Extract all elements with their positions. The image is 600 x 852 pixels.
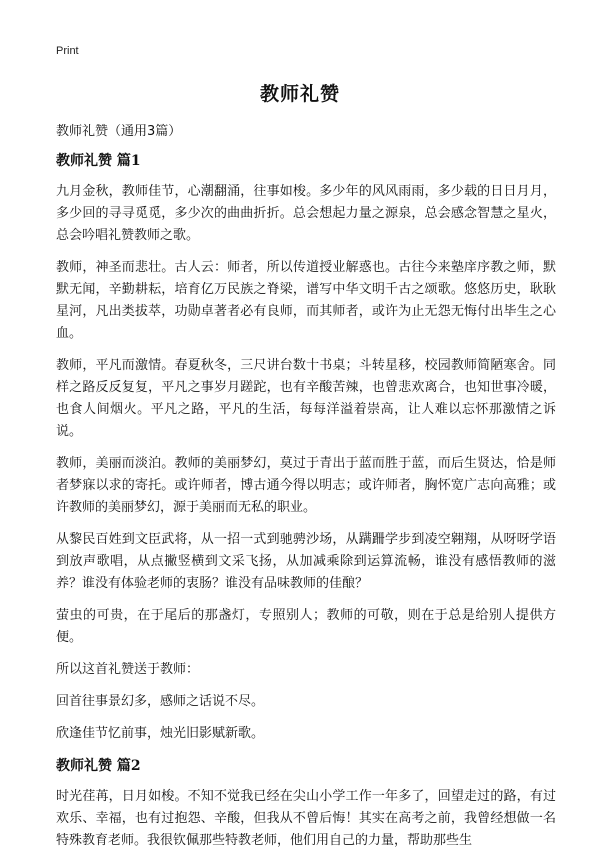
print-link[interactable]: Print xyxy=(56,45,79,57)
paragraph: 九月金秋，教师佳节，心潮翻涌，往事如梭。多少年的风风雨雨，多少载的日日月月，多少回的寻寻觅觅，多少次的曲曲折折。总会想起力量之源泉，总会感念智慧之星火，总会吟唱礼赞教师之歌。 xyxy=(56,184,556,243)
paragraph: 从黎民百姓到文臣武将，从一招一式到驰骋沙场，从蹒跚学步到凌空翱翔，从呀呀学语到放声歌唱，从点撇竖横到文采飞扬，从加减乘除到运算流畅，谁没有感悟教师的滋养？谁没有体验老师的衷肠？谁没有品味教师的佳酿？ xyxy=(56,532,556,591)
section-heading-1: 教师礼赞 篇1 xyxy=(56,153,141,169)
section-heading-2: 教师礼赞 篇2 xyxy=(56,758,141,774)
document-body xyxy=(56,122,556,852)
document-title: 教师礼赞 xyxy=(259,83,340,105)
paragraph: 萤虫的可贵，在于尾后的那盏灯，专照别人；教师的可敬，则在于总是给别人提供方便。 xyxy=(56,608,556,645)
paragraph: 欣逢佳节忆前事，烛光旧影赋新歌。 xyxy=(56,726,265,741)
paragraph: 教师，神圣而悲壮。古人云：师者，所以传道授业解惑也。古往今来塾庠序教之师，默默无闻，辛勤耕耘，培育亿万民族之脊梁，谱写中华文明千古之颂歌。悠悠历史，耿耿星河，凡出类拔萃，功勋卓著者必有良师，而其师者，或许为止无怨无悔付出毕生之心血。 xyxy=(56,260,556,341)
paragraph: 时光荏苒，日月如梭。不知不觉我已经在尖山小学工作一年多了，回望走过的路，有过欢乐、幸福，也有过抱怨、辛酸，但我从不曾后悔！其实在高考之前，我曾经想做一名特殊教育老师。我很钦佩那些特教老师，他们用自己的力量，帮助那些生 xyxy=(56,789,556,848)
paragraph: 教师，平凡而激情。春夏秋冬，三尺讲台数十书桌；斗转星移，校园教师简陋寒舍。同样之路反反复复，平凡之事岁月蹉跎，也有辛酸苦辣，也曾悲欢离合，也知世事冷暖，也食人间烟火。平凡之路，平凡的生活，每每洋溢着崇高，让人难以忘怀那激情之诉说。 xyxy=(56,358,556,439)
paragraph: 教师，美丽而淡泊。教师的美丽梦幻，莫过于青出于蓝而胜于蓝，而后生贤达，恰是师者梦寐以求的寄托。或许师者，博古通今得以明志；或许师者，胸怀宽广志向高雅；或许教师的美丽梦幻，源于美丽而无私的职业。 xyxy=(56,456,556,515)
document-subtitle: 教师礼赞（通用3篇） xyxy=(56,124,182,139)
paragraph: 回首往事景幻多，感师之话说不尽。 xyxy=(56,694,265,709)
paragraph: 所以这首礼赞送于教师： xyxy=(56,662,200,677)
